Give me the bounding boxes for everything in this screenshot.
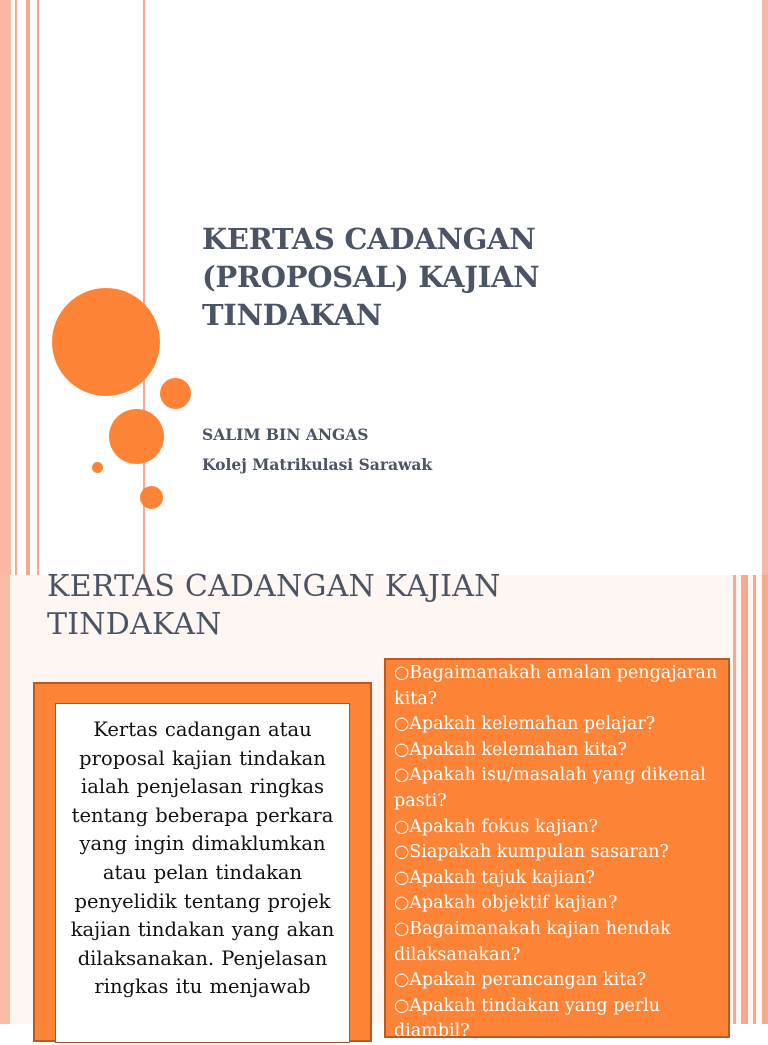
decorative-stripe	[15, 0, 17, 575]
question-text: Apakah perancangan kita?	[409, 970, 647, 991]
decorative-circle-small	[160, 378, 191, 409]
slide-title: KERTAS CADANGAN (PROPOSAL) KAJIAN TINDAKAN	[202, 222, 540, 332]
circle-bullet-icon: ○	[394, 816, 410, 837]
decorative-stripe	[762, 575, 768, 1024]
question-item	[394, 917, 722, 968]
decorative-stripe	[733, 575, 736, 1024]
content-slide	[0, 569, 768, 1042]
question-text: Apakah tindakan yang perlu diambil?	[394, 995, 660, 1042]
question-text: Bagaimanakah kajian hendak dilaksanakan?	[394, 918, 671, 965]
circle-bullet-icon: ○	[394, 970, 410, 991]
definition-box	[55, 703, 350, 1043]
left-edge-band	[0, 0, 11, 575]
circle-bullet-icon: ○	[394, 842, 410, 863]
circle-bullet-icon: ○	[394, 995, 410, 1016]
question-text: Apakah kelemahan pelajar?	[409, 714, 656, 735]
question-item	[394, 712, 722, 738]
question-item	[394, 815, 722, 841]
decorative-stripe	[753, 575, 756, 1024]
question-item	[394, 738, 722, 764]
circle-bullet-icon: ○	[394, 765, 410, 786]
author-name: SALIM BIN ANGAS	[202, 425, 369, 444]
question-item	[394, 891, 722, 917]
question-text: Apakah tajuk kajian?	[409, 867, 595, 888]
question-text: Apakah objektif kajian?	[409, 893, 618, 914]
question-item	[394, 840, 722, 866]
decorative-circle-tiny	[92, 462, 103, 473]
circle-bullet-icon: ○	[394, 893, 410, 914]
definition-frame	[33, 682, 372, 1042]
circle-bullet-icon: ○	[394, 867, 410, 888]
decorative-stripe	[37, 0, 39, 575]
slide-heading: KERTAS CADANGAN KAJIAN TINDAKAN	[47, 569, 501, 642]
question-item	[394, 763, 722, 814]
circle-bullet-icon: ○	[394, 739, 410, 760]
circle-bullet-icon: ○	[394, 714, 410, 735]
question-item	[394, 994, 722, 1045]
question-item	[394, 866, 722, 892]
question-text: Apakah kelemahan kita?	[409, 739, 627, 760]
question-text: Siapakah kumpulan sasaran?	[409, 842, 669, 863]
institution-name: Kolej Matrikulasi Sarawak	[202, 455, 433, 474]
decorative-circle-medium	[109, 409, 164, 464]
question-text: Bagaimanakah amalan pengajaran kita?	[394, 663, 718, 709]
definition-text: Kertas cadangan atau proposal kajian tindakan ialah penjelasan ringkas tentang beberapa perkara yang ingin dimaklumkan atau pelan tindakan penyelidik tentang projek kajian tindakan yang akan dilaksanakan. Penjelasan ringkas itu menjawab	[70, 718, 335, 999]
questions-list	[394, 661, 722, 1045]
decorative-stripe	[26, 0, 30, 575]
question-item	[394, 661, 722, 712]
question-text: Apakah isu/masalah yang dikenal pasti?	[394, 765, 706, 811]
left-edge-band	[0, 575, 10, 1024]
decorative-circle-large	[52, 288, 160, 396]
question-item	[394, 968, 722, 994]
question-text: Apakah fokus kajian?	[409, 816, 599, 837]
right-edge-band	[762, 0, 768, 575]
decorative-circle-small	[140, 486, 163, 509]
circle-bullet-icon: ○	[394, 663, 410, 683]
decorative-stripe	[741, 575, 748, 1024]
circle-bullet-icon: ○	[394, 918, 410, 939]
questions-box	[384, 658, 730, 1042]
